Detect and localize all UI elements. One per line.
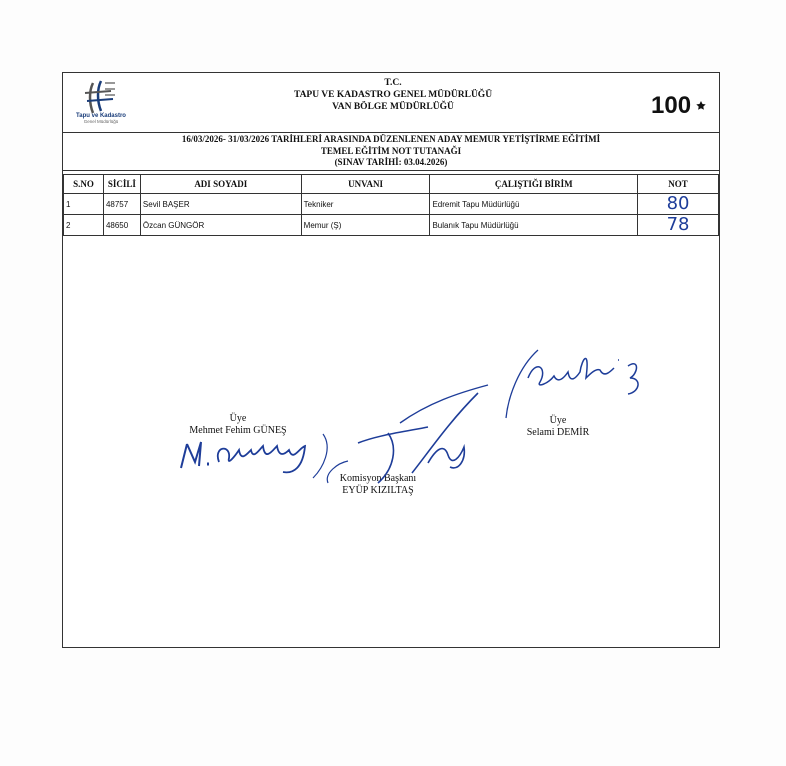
document-header: [63, 73, 719, 133]
cell-unvan: Memur (Ş): [301, 215, 430, 236]
cell-unvan: Tekniker: [301, 194, 430, 215]
logo-caption: [71, 113, 131, 124]
cell-birim: Bulanık Tapu Müdürlüğü: [430, 215, 638, 236]
header-line-tc: T.C.: [384, 78, 402, 88]
table-row: [64, 194, 719, 215]
cell-sicil: 48757: [103, 194, 140, 215]
table-header-row: [64, 175, 719, 194]
signer-name: Mehmet Fehim GÜNEŞ: [189, 425, 287, 436]
centenary-badge-icon: [651, 91, 707, 117]
cell-sicil: 48650: [103, 215, 140, 236]
signer-role: Üye: [229, 413, 247, 424]
cell-name: Sevil BAŞER: [140, 194, 301, 215]
subtitle-line-exam-date: (SINAV TARİHİ: 03.04.2026): [334, 157, 448, 167]
cell-sno: 2: [64, 215, 104, 236]
cell-sno: 1: [64, 194, 104, 215]
col-header-unvan: UNVANI: [301, 175, 430, 194]
col-header-name: ADI SOYADI: [140, 175, 301, 194]
cell-not-handwritten: 80: [638, 194, 719, 215]
subtitle-line-training: 16/03/2026- 31/03/2026 TARİHLERİ ARASINDA DÜZENLENEN ADAY MEMUR YETİŞTİRME EĞİTİMİ: [181, 134, 601, 144]
cell-name: Özcan GÜNGÖR: [140, 215, 301, 236]
star-icon: [696, 101, 705, 110]
centenary-badge-text: 100: [651, 92, 692, 117]
signature-right-icon: [478, 338, 678, 428]
col-header-not: NOT: [638, 175, 719, 194]
header-line-institution: TAPU VE KADASTRO GENEL MÜDÜRLÜĞÜ: [293, 90, 493, 100]
subtitle-line-title: TEMEL EĞİTİM NOT TUTANAĞI: [320, 145, 462, 156]
grades-table: [63, 174, 719, 236]
signer-name: EYÜP KIZILTAŞ: [342, 485, 414, 496]
cell-not-handwritten: 78: [638, 215, 719, 236]
cell-birim: Edremit Tapu Müdürlüğü: [430, 194, 638, 215]
document-page: [62, 72, 720, 648]
signer-role: Üye: [549, 415, 567, 426]
logo-text: Tapu ve Kadastro: [76, 113, 126, 119]
logo-subtext: Genel Müdürlüğü: [83, 119, 119, 124]
signer-name: Selami DEMİR: [526, 427, 590, 438]
document-subtitle: [63, 133, 719, 171]
signer-role: Komisyon Başkanı: [339, 473, 417, 484]
col-header-birim: ÇALIŞTIĞI BİRİM: [430, 175, 638, 194]
header-titles: [213, 77, 573, 113]
col-header-sicil: SİCİLİ: [103, 175, 140, 194]
table-row: [64, 215, 719, 236]
header-line-region: VAN BÖLGE MÜDÜRLÜĞÜ: [332, 102, 454, 112]
col-header-sno: S.NO: [64, 175, 104, 194]
signature-center-icon: [318, 383, 498, 493]
